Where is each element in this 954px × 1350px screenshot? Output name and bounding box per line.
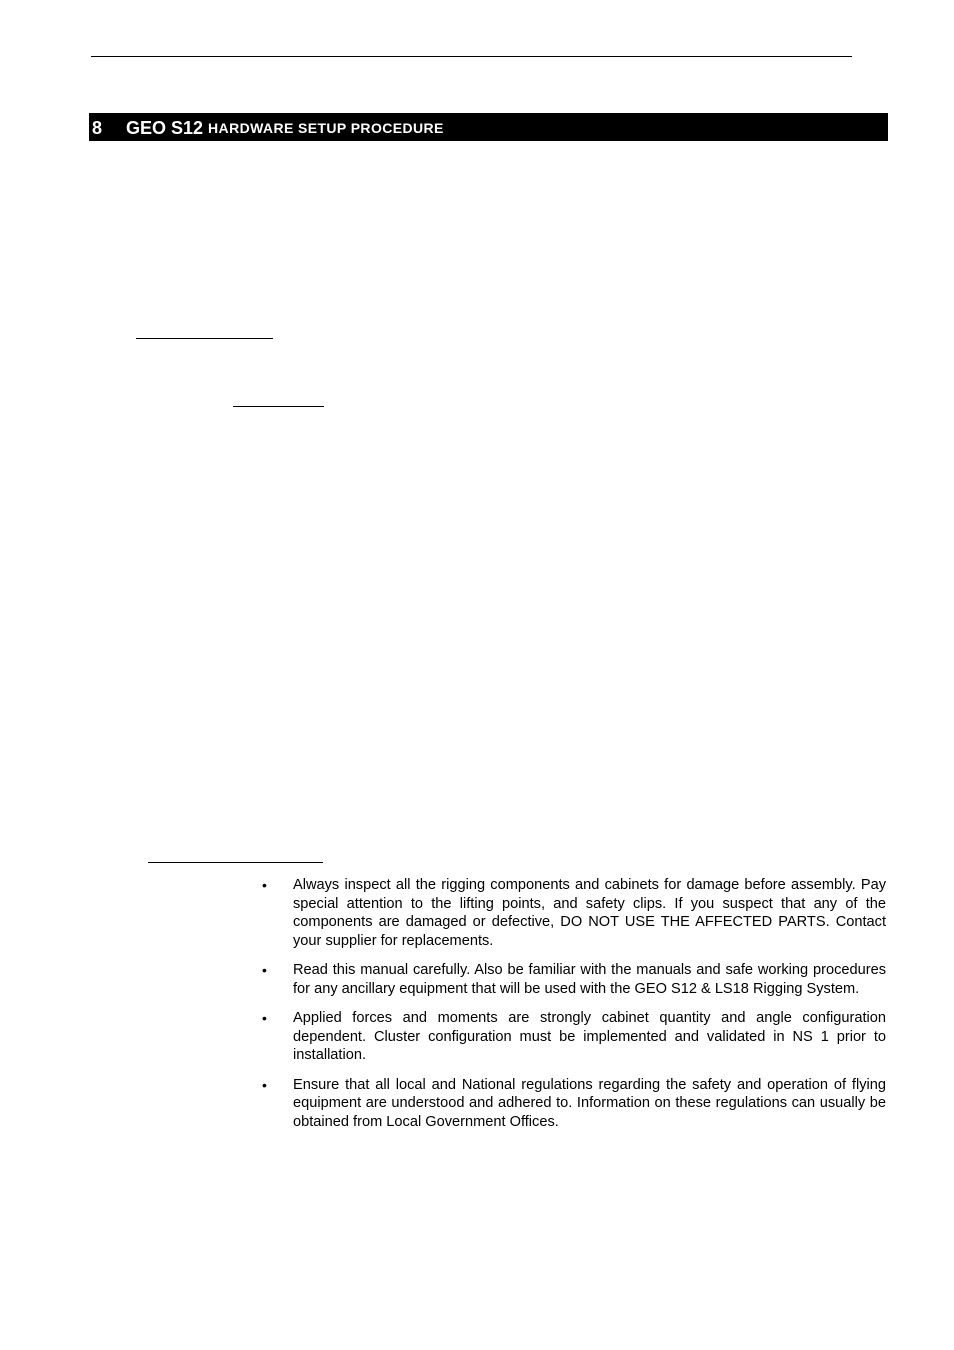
page-top-rule [91, 56, 852, 57]
list-item-text: Read this manual carefully. Also be familiar with the manuals and safe working procedures for any ancillary equipment that will be used with the GEO S12 & LS18 Rigging System. [293, 962, 886, 997]
bullet-icon: • [262, 877, 267, 893]
section-number: 8 [92, 117, 103, 138]
underline-rule-3 [148, 862, 323, 863]
bullet-icon: • [262, 1076, 267, 1093]
bullet-icon: • [262, 962, 267, 978]
section-title-main: GEO S12 [126, 117, 204, 138]
section-title-sub: HARDWARE SETUP PROCEDURE [208, 120, 444, 136]
list-item-text: Ensure that all local and National regulations regarding the safety and operation of flying equipment are understood and adhered to. Information on these regulations can usually be obtained from Local Government Offices. [293, 1076, 886, 1130]
list-item [262, 1009, 886, 1065]
underline-rule-2 [233, 406, 324, 407]
section-heading-bar [89, 113, 888, 141]
list-item [262, 1076, 886, 1132]
bullet-icon: • [262, 1010, 267, 1026]
safety-bullet-list [262, 876, 886, 1142]
underline-rule-1 [136, 338, 273, 339]
list-item-text: Applied forces and moments are strongly cabinet quantity and angle configuration dependent. Cluster configuration must be implemented and validated in NS 1 prior to installation. [293, 1010, 886, 1063]
list-item-text: Always inspect all the rigging components and cabinets for damage before assembly. Pay special attention to the lifting points, and safety clips. If you suspect that any of the components are damaged or defective, DO NOT USE THE AFFECTED PARTS. Contact your supplier for replacements. [293, 877, 886, 949]
list-item [262, 961, 886, 998]
list-item [262, 876, 886, 950]
